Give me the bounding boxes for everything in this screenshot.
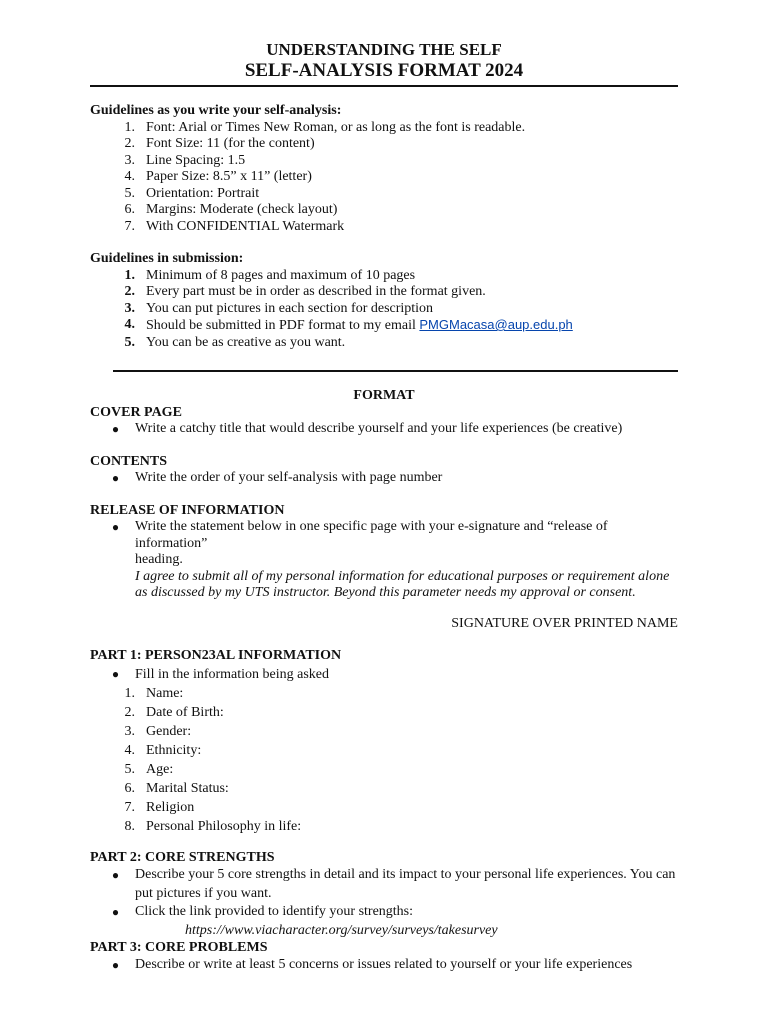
format-heading: FORMAT (353, 388, 415, 403)
part3-list (90, 957, 678, 974)
list-item: 4. Should be submitted in PDF format to my email PMGMacasa@aup.edu.ph (124, 317, 573, 333)
list-item: 5. You can be as creative as you want. (124, 334, 346, 350)
submission-guidelines-list (90, 268, 678, 352)
release-list (90, 519, 678, 602)
part1-bullet-list (90, 665, 678, 684)
release-statement-cont: as discussed by my UTS instructor. Beyond this parameter needs my approval or consent. (135, 585, 636, 600)
list-item: 7. Religion (124, 799, 195, 815)
list-item: 7. With CONFIDENTIAL Watermark (124, 218, 345, 234)
contents-list (90, 470, 678, 487)
list-item: 3. You can put pictures in each section for description (124, 300, 434, 316)
writing-guidelines-heading: Guidelines as you write your self-analysis: (90, 103, 342, 118)
list-item: 2. Font Size: 11 (for the content) (124, 136, 315, 151)
list-item: 3. Line Spacing: 1.5 (124, 152, 246, 168)
list-item: 4. Ethnicity: (124, 742, 202, 758)
list-item: 2. Date of Birth: (124, 704, 224, 720)
list-item: ● Click the link provided to identify your strengths: (111, 904, 414, 919)
document-title: SELF-ANALYSIS FORMAT 2024 (244, 60, 524, 81)
release-heading: RELEASE OF INFORMATION (90, 502, 285, 518)
list-item: ● Write the order of your self-analysis with page number (111, 470, 443, 485)
cover-page-heading: COVER PAGE (90, 404, 182, 420)
list-item: 8. Personal Philosophy in life: (124, 818, 302, 834)
part2-list (90, 866, 678, 922)
cover-page-list (90, 421, 678, 438)
list-item: 2. Every part must be in order as described in the format given. (124, 284, 486, 299)
list-item: 3. Gender: (124, 723, 192, 739)
via-survey-link[interactable]: https://www.viacharacter.org/survey/surveys/takesurvey (185, 922, 498, 938)
course-title: UNDERSTANDING THE SELF (266, 40, 502, 59)
part1-heading: PART 1: PERSON23AL INFORMATION (90, 648, 342, 663)
part3-heading: PART 3: CORE PROBLEMS (90, 940, 268, 955)
instructor-email-link[interactable]: PMGMacasa@aup.edu.ph (419, 317, 573, 332)
list-item: 4. Paper Size: 8.5” x 11” (letter) (124, 169, 312, 184)
list-item: 1. Name: (124, 685, 184, 701)
writing-guidelines-list (90, 120, 678, 236)
list-item: 5. Orientation: Portrait (124, 185, 260, 201)
part2-heading: PART 2: CORE STRENGTHS (90, 849, 275, 865)
list-item: ● Describe or write at least 5 concerns or issues related to yourself or your life experiences (111, 956, 633, 972)
part1-info-list (90, 684, 678, 836)
contents-heading: CONTENTS (90, 453, 168, 469)
list-item: 1. Font: Arial or Times New Roman, or as long as the font is readable. (124, 119, 526, 135)
list-item: 6. Marital Status: (124, 780, 229, 796)
list-item: ● Write a catchy title that would describe yourself and your life experiences (be creative) (111, 421, 623, 436)
signature-line: SIGNATURE OVER PRINTED NAME (451, 615, 678, 631)
list-item: 5. Age: (124, 761, 174, 777)
document-page (90, 40, 678, 973)
list-item: ● Describe your 5 core strengths in detail and its impact to your personal life experiences. You can put pictures if you want. (111, 867, 676, 901)
list-item: 6. Margins: Moderate (check layout) (124, 202, 338, 217)
release-statement: I agree to submit all of my personal information for educational purposes or requirement alone (135, 568, 670, 584)
list-item: ● Write the statement below in one specific page with your e-signature and “release of information” heading. I agree to submit all of my personal information for educational purposes or requirement alone as discussed by my UTS instructor. Beyond this parameter needs my approval or consent. (90, 519, 678, 602)
submission-guidelines-heading: Guidelines in submission: (90, 251, 244, 266)
list-item: 1. Minimum of 8 pages and maximum of 10 pages (124, 267, 416, 283)
list-item: ● Fill in the information being asked (111, 666, 330, 682)
